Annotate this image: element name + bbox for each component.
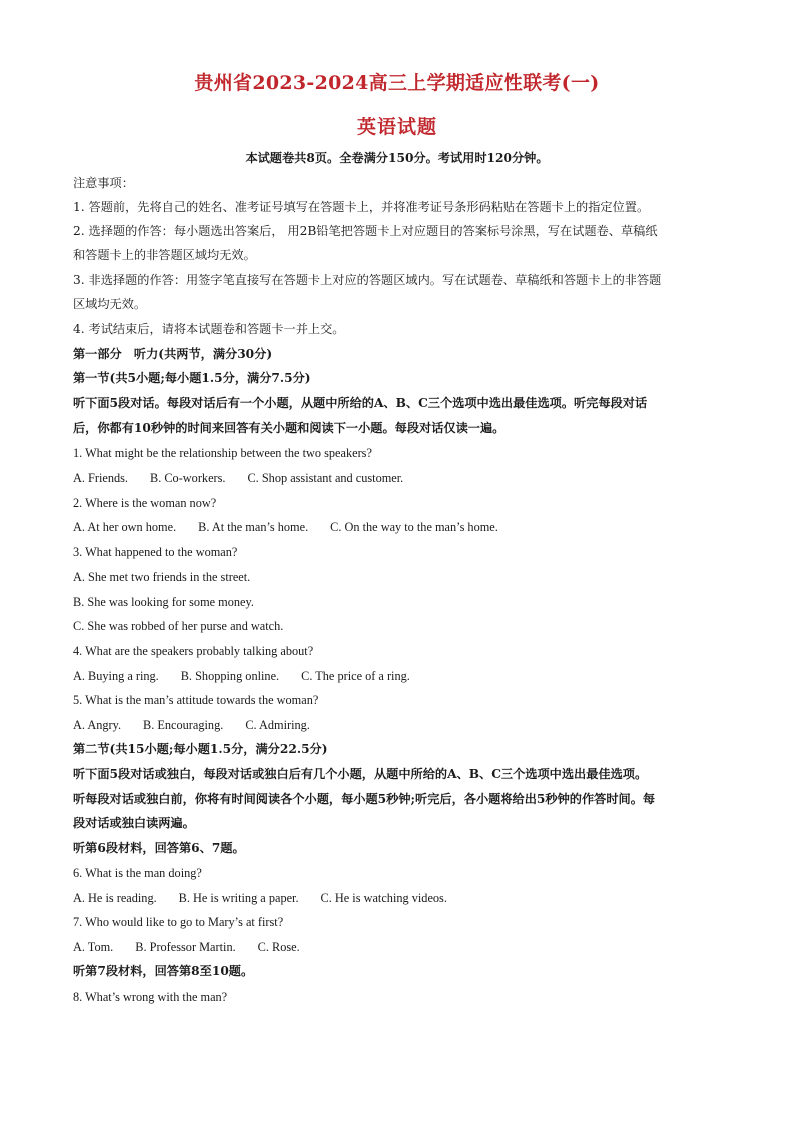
- option-b: B. He is writing a paper.: [178, 891, 299, 905]
- question-options: [73, 470, 403, 486]
- section-instruction: 听下面5段对话或独白，每段对话或独白后有几个小题，从题中所给的A、B、C三个选项中选出最佳选项。: [73, 767, 648, 781]
- question-stem: 5. What is the man’s attitude towards the woman?: [73, 693, 319, 707]
- option-c: C. Shop assistant and customer.: [247, 471, 404, 485]
- section-instruction: 后，你都有10秒钟的时间来回答有关小题和阅读下一小题。每段对话仅读一遍。: [73, 421, 505, 435]
- section-instruction: 听每段对话或独白前，你将有时间阅读各个小题，每小题5秒钟;听完后，各小题将给出5秒钟的作答时间。每: [73, 792, 656, 806]
- option-b: B. She was looking for some money.: [73, 595, 254, 609]
- option-c: C. On the way to the man’s home.: [330, 520, 498, 534]
- question-stem: 2. Where is the woman now?: [73, 496, 217, 510]
- question-stem: 4. What are the speakers probably talking about?: [73, 644, 314, 658]
- notice-line: 4. 考试结束后，请将本试题卷和答题卡一并上交。: [73, 322, 345, 336]
- option-b: B. Shopping online.: [180, 669, 280, 683]
- option-b: B. Professor Martin.: [135, 940, 236, 954]
- option-a: A. Angry.: [73, 718, 122, 732]
- notice-line: 和答题卡上的非答题区域均无效。: [73, 248, 256, 262]
- option-c: C. The price of a ring.: [301, 669, 410, 683]
- section-heading: 第二节(共15小题;每小题1.5分，满分22.5分): [73, 742, 328, 756]
- option-b: B. Co-workers.: [150, 471, 226, 485]
- option-c: C. Rose.: [257, 940, 300, 954]
- notice-line: 区域均无效。: [73, 297, 147, 311]
- question-stem: 8. What’s wrong with the man?: [73, 990, 228, 1004]
- option-c: C. She was robbed of her purse and watch.: [73, 619, 284, 633]
- option-b: B. At the man’s home.: [198, 520, 309, 534]
- notice-line: 1. 答题前，先将自己的姓名、准考证号填写在答题卡上，并将准考证号条形码粘贴在答题卡上的指定位置。: [73, 200, 650, 214]
- option-a: A. He is reading.: [73, 891, 157, 905]
- material-heading: 听第7段材料，回答第8至10题。: [73, 964, 254, 978]
- option-a: A. She met two friends in the street.: [73, 570, 251, 584]
- exam-title: 贵州省2023-2024高三上学期适应性联考(一): [194, 72, 600, 94]
- notice-line: 3. 非选择题的作答：用签字笔直接写在答题卡上对应的答题区域内。写在试题卷、草稿纸和答题卡上的非答题: [73, 273, 662, 287]
- question-options: [73, 668, 410, 684]
- question-stem: 7. Who would like to go to Mary’s at first?: [73, 915, 284, 929]
- section-instruction: 段对话或独白读两遍。: [73, 816, 195, 830]
- question-options: [73, 519, 498, 535]
- question-stem: 6. What is the man doing?: [73, 866, 202, 880]
- option-a: A. Tom.: [73, 940, 114, 954]
- material-heading: 听第6段材料，回答第6、7题。: [73, 841, 245, 855]
- section-heading: 第一节(共5小题;每小题1.5分，满分7.5分): [73, 371, 311, 385]
- exam-subject-title: 英语试题: [356, 116, 437, 138]
- option-c: C. Admiring.: [245, 718, 310, 732]
- option-a: A. Friends.: [73, 471, 128, 485]
- section-instruction: 听下面5段对话。每段对话后有一个小题，从题中所给的A、B、C三个选项中选出最佳选项。听完每段对话: [73, 396, 648, 410]
- exam-info: 本试题卷共8页。全卷满分150分。考试用时120分钟。: [245, 151, 549, 165]
- notice-heading: 注意事项：: [73, 176, 134, 190]
- question-options: [73, 890, 447, 906]
- question-stem: 3. What happened to the woman?: [73, 545, 238, 559]
- part-heading: 第一部分 听力(共两节，满分30分): [73, 347, 273, 361]
- question-options: [73, 939, 300, 955]
- option-c: C. He is watching videos.: [320, 891, 447, 905]
- option-a: A. At her own home.: [73, 520, 177, 534]
- option-a: A. Buying a ring.: [73, 669, 159, 683]
- question-stem: 1. What might be the relationship between the two speakers?: [73, 446, 372, 460]
- notice-line: 2. 选择题的作答：每小题选出答案后， 用2B铅笔把答题卡上对应题目的答案标号涂黑，写在试题卷、草稿纸: [73, 224, 658, 238]
- option-b: B. Encouraging.: [143, 718, 224, 732]
- question-options: [73, 717, 310, 733]
